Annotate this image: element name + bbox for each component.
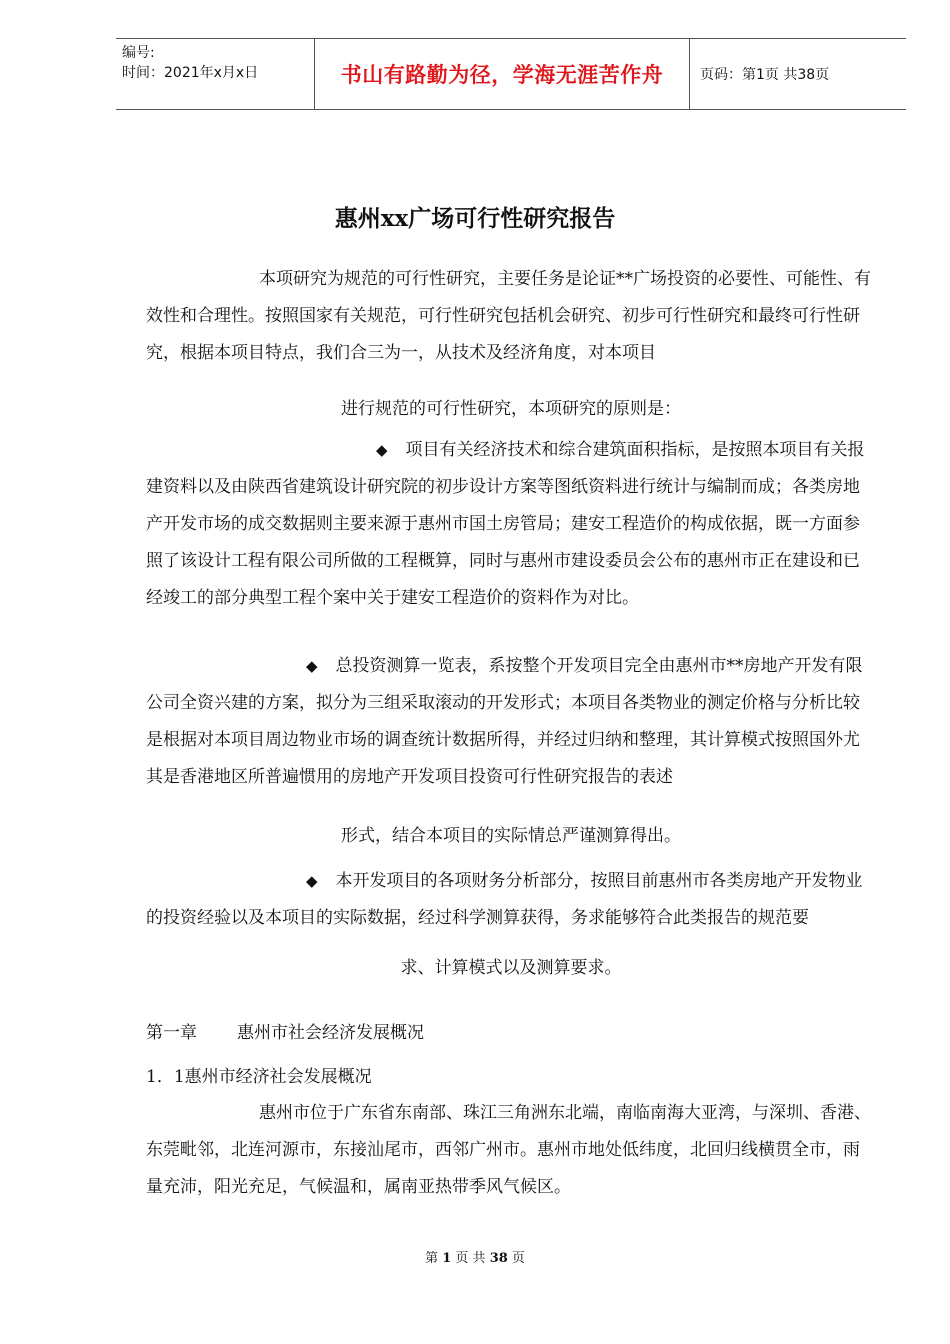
bullet-3-tail: 求、计算模式以及测算要求。 [400, 958, 622, 978]
chapter-number: 第一章 [146, 1023, 197, 1043]
bullet-1-text: 项目有关经济技术和综合建筑面积指标，是按照本项目有关报建资料以及由陕西省建筑设计研究院的初步设计方案等图纸资料进行统计与编制而成；各类房地产开发市场的成交数据则主要来源于惠州市国土房管局；建安工程造价的构成依据，既一方面参照了该设计工程有限公司所做的工程概算，同时与惠州市建设委员会公布的惠州市正在建设和已经竣工的部分典型工程个案中关于建安工程造价的资料作为对比。 [146, 440, 865, 608]
bullet-3-text: 本开发项目的各项财务分析部分，按照目前惠州市各类房地产开发物业的投资经验以及本项目的实际数据，经过科学测算获得，务求能够符合此类报告的规范要 [146, 871, 863, 928]
footer-total-pages: 38 [489, 1251, 508, 1266]
diamond-bullet-icon: ◆ [376, 441, 388, 459]
bullet-2-tail: 形式，结合本项目的实际情总严谨测算得出。 [341, 826, 681, 846]
diamond-bullet-icon: ◆ [306, 657, 318, 675]
bullet-paragraph-2 [146, 648, 876, 796]
intro-paragraph-tail: 进行规范的可行性研究，本项研究的原则是： [341, 399, 681, 419]
header-motto: 书山有路勤为径，学海无涯苦作舟 [315, 39, 690, 109]
footer-suffix: 页 [511, 1251, 525, 1266]
serial-label: 编号: [122, 45, 155, 61]
document-title: 惠州xx广场可行性研究报告 [334, 205, 616, 232]
footer-current-page: 1 [442, 1251, 452, 1266]
page-header [116, 38, 906, 110]
section-heading: 1．1惠州市经济社会发展概况 [146, 1067, 372, 1087]
section-paragraph: 惠州市位于广东省东南部、珠江三角洲东北端，南临南海大亚湾，与深圳、香港、东莞毗邻，北连河源市，东接汕尾市，西邻广州市。惠州市地处低纬度，北回归线横贯全市，雨量充沛，阳光充足，气候温和，属南亚热带季风气候区。 [146, 1103, 871, 1197]
header-meta [116, 39, 315, 109]
time-label: 时间：2021年x月x日 [122, 65, 259, 81]
bullet-paragraph-1 [146, 432, 876, 617]
bullet-2-text: 总投资测算一览表，系按整个开发项目完全由惠州市**房地产开发有限公司全资兴建的方案，拟分为三组采取滚动的开发形式；本项目各类物业的测定价格与分析比较是根据对本项目周边物业市场的调查统计数据所得，并经过归纳和整理，其计算模式按照国外尤其是香港地区所普遍惯用的房地产开发项目投资可行性研究报告的表述 [146, 656, 863, 787]
diamond-bullet-icon: ◆ [306, 872, 318, 890]
footer-mid: 页 共 [455, 1251, 486, 1266]
intro-paragraph: 本项研究为规范的可行性研究，主要任务是论证**广场投资的必要性、可能性、有效性和合理性。按照国家有关规范，可行性研究包括机会研究、初步可行性研究和最终可行性研究，根据本项目特点，我们合三为一，从技术及经济角度，对本项目 [146, 269, 871, 363]
footer-prefix: 第 [425, 1251, 439, 1266]
header-page-info: 页码：第1页 共38页 [700, 67, 830, 83]
page-footer [0, 1247, 950, 1266]
bullet-paragraph-3 [146, 863, 876, 937]
chapter-title: 惠州市社会经济发展概况 [237, 1023, 424, 1043]
chapter-heading [146, 1018, 424, 1043]
